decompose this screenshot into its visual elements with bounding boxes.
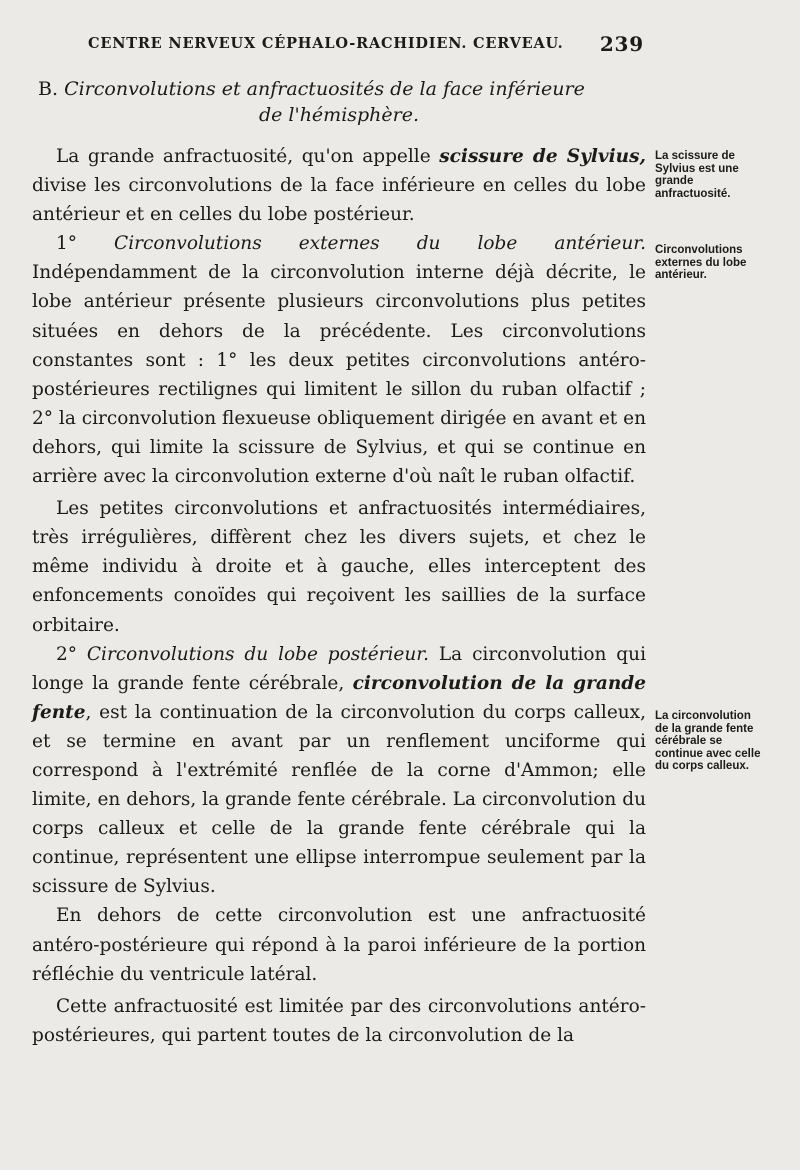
p4-heading: Circonvolutions du lobe postérieur. — [86, 643, 429, 665]
section-title-text-2: de l'hémisphère. — [258, 104, 420, 126]
margin-note-grande-fente: La circonvolution de la grande fente cérébrale se continue avec celle du corps calleux. — [655, 710, 761, 772]
margin-note-sylvius: La scissure de Sylvius est une grande anfractuosité. — [655, 150, 739, 200]
section-label: B. — [38, 78, 59, 100]
section-title — [32, 76, 646, 128]
p2-heading: Circonvolutions externes du lobe antérieur. — [114, 233, 646, 255]
p4-text-c: , est la continuation de la circonvolution du corps calleux, et se termine en avant par un renflement unciforme qui correspond à l'extrémité renflée de la corne d'Ammon; elle limite, en dehors, la grande fente cérébrale. La circonvolution du corps calleux et celle de la grande fente cérébrale qui la continue, représentent une ellipse interrompue seulement par la scissure de Sylvius. — [32, 701, 646, 898]
paragraph-5: En dehors de cette circonvolution est une anfractuosité antéro-postérieure qui répond à la paroi inférieure de la portion réfléchie du ventricule latéral. — [32, 905, 646, 985]
p1-text-c: divise les circonvolutions de la face inférieure en celles du lobe antérieur et en celles du lobe postérieur. — [32, 175, 646, 226]
body-text — [32, 142, 646, 1050]
p4-term: circonvolution de la grande fente — [32, 672, 646, 723]
p1-text-a: La grande anfractuosité, qu'on appelle — [56, 146, 440, 167]
paragraph-2 — [32, 229, 646, 491]
running-title: CENTRE NERVEUX CÉPHALO-RACHIDIEN. CERVEAU. — [88, 35, 564, 52]
running-header — [88, 32, 644, 56]
section-title-line-2 — [32, 102, 646, 128]
paragraph-1 — [32, 142, 646, 229]
paragraph-4 — [32, 640, 646, 902]
p1-term: scissure de Sylvius, — [439, 146, 646, 167]
paragraph-3: Les petites circonvolutions et anfractuosités intermédiaires, très irrégulières, diffèrent chez les divers sujets, et chez le même individu à droite et à gauche, elles interceptent des enfoncements conoïdes qui reçoivent les saillies de la surface orbitaire. — [32, 498, 646, 636]
margin-note-lobe-anterieur: Circonvolutions externes du lobe antérieur. — [655, 244, 747, 281]
section-title-line-1 — [32, 76, 646, 102]
p4-text-a: La circonvolution qui longe la grande fente cérébrale, — [32, 643, 646, 694]
p2-text: Indépendamment de la circonvolution interne déjà décrite, le lobe antérieur présente plusieurs circonvolutions plus petites situées en dehors de la précédente. Les circonvolutions constantes sont : 1° les deux petites circonvolutions antéro-postérieures rectilignes qui limitent le sillon du ruban olfactif ; 2° la circonvolution flexueuse obliquement dirigée en avant et en dehors, qui limite la scissure de Sylvius, et qui se continue en arrière avec la circonvolution externe d'où naît le ruban olfactif. — [32, 262, 646, 488]
p2-number: 1° — [56, 233, 115, 255]
p4-number: 2° — [56, 643, 87, 665]
section-title-text-1: Circonvolutions et anfractuosités de la face inférieure — [64, 78, 585, 100]
page-number: 239 — [599, 32, 644, 56]
paragraph-6: Cette anfractuosité est limitée par des circonvolutions antéro-postérieures, qui partent toutes de la circonvolution de la — [32, 995, 646, 1046]
